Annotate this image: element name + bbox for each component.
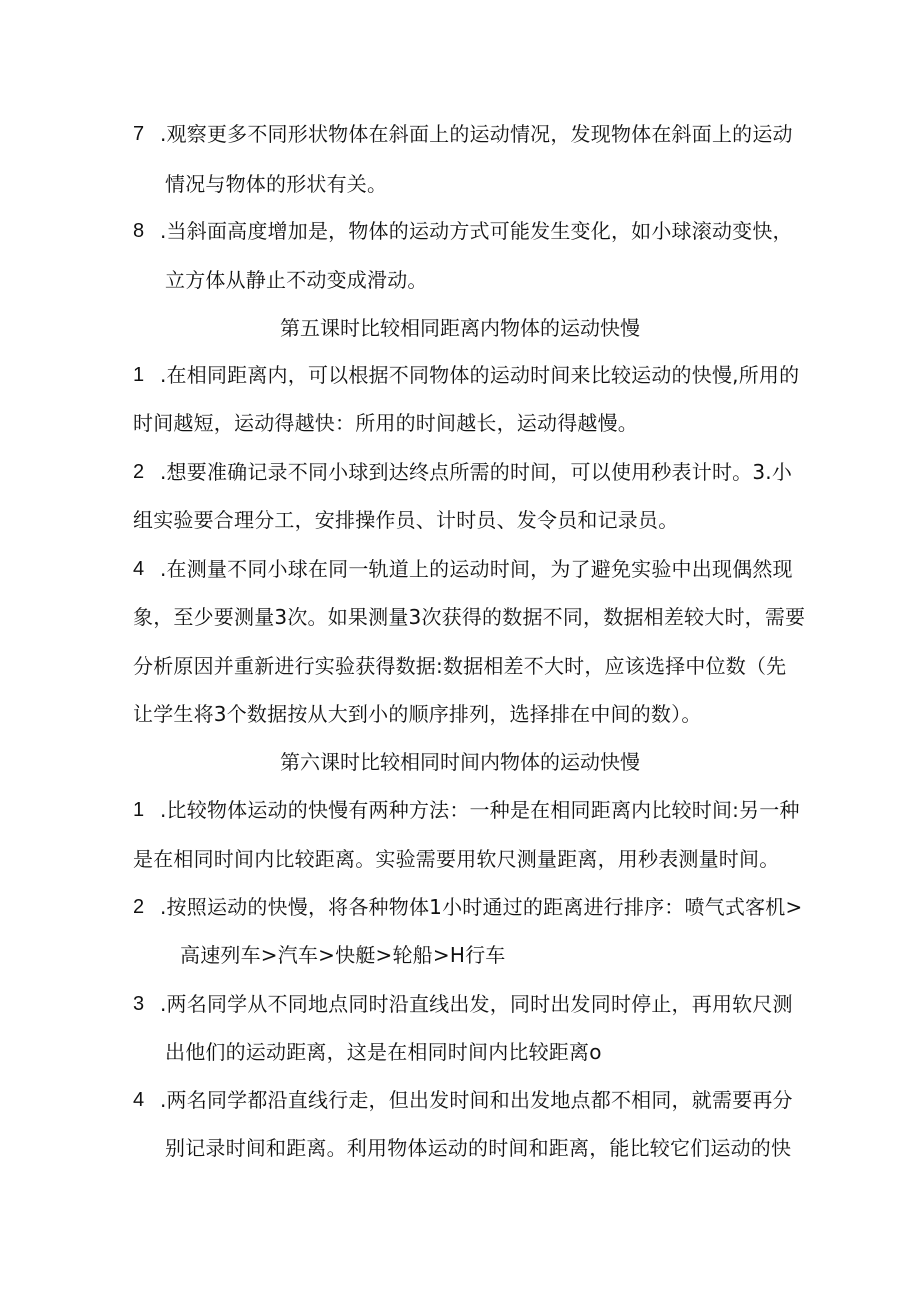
item-8-number: 8 [133,220,145,242]
s6-item-2-number: 2 [133,896,145,918]
s5-item-1-number: 1 [133,364,145,386]
item-7-number: 7 [133,123,145,145]
section-6-heading: 第六课时比较相同时间内物体的运动快慢 [280,750,640,774]
item-7-line-2: 情况与物体的形状有关。 [165,172,388,196]
s6-item-1-line-2: 是在相同时间内比较距离。实验需要用软尺测量距离，用秒表测量时间。 [133,847,780,871]
s6-item-2-line-1: .按照运动的快慢，将各种物体1小时通过的距离进行排序：喷气式客机> [160,895,803,919]
s5-item-4-line-3: 分析原因并重新进行实验获得数据:数据相差不大时，应该选择中位数（先 [133,654,787,678]
s6-item-2-line-2: 高速列车>汽车>快艇>轮船>H行车 [180,943,506,967]
item-8-line-2: 立方体从静止不动变成滑动。 [165,268,428,292]
section-5-heading: 第五课时比较相同距离内物体的运动快慢 [280,316,640,340]
s6-item-1-line-1: .比较物体运动的快慢有两种方法：一种是在相同距离内比较时间:另一种 [160,798,800,822]
item-8-line-1: .当斜面高度增加是，物体的运动方式可能发生变化，如小球滚动变快， [160,219,793,243]
s6-item-3-number: 3 [133,993,145,1015]
s6-item-1-number: 1 [133,799,145,821]
s5-item-4-line-4: 让学生将3个数据按从大到小的顺序排列，选择排在中间的数）。 [133,702,702,726]
s6-item-4-number: 4 [133,1089,145,1111]
s5-item-1-line-2: 时间越短，运动得越快：所用的时间越长，运动得越慢。 [133,411,638,435]
s6-item-3-line-2: 出他们的运动距离，这是在相同时间内比较距离o [165,1040,602,1064]
s5-item-1-line-1: .在相同距离内，可以根据不同物体的运动时间来比较运动的快慢,所用的 [160,363,800,387]
s5-item-4-number: 4 [133,558,145,580]
s5-item-2-line-1: .想要准确记录不同小球到达终点所需的时间，可以使用秒表计时。3.小 [160,460,793,484]
s5-item-2-number: 2 [133,461,145,483]
item-7-line-1: .观察更多不同形状物体在斜面上的运动情况，发现物体在斜面上的运动 [160,122,793,146]
s5-item-2-line-2: 组实验要合理分工，安排操作员、计时员、发令员和记录员。 [133,508,679,532]
s6-item-4-line-2: 别记录时间和距离。利用物体运动的时间和距离，能比较它们运动的快 [165,1136,792,1160]
s5-item-4-line-1: .在测量不同小球在同一轨道上的运动时间，为了避免实验中出现偶然现 [160,557,793,581]
s6-item-3-line-1: .两名同学从不同地点同时沿直线出发，同时出发同时停止，再用软尺测 [160,992,793,1016]
s5-item-4-line-2: 象，至少要测量3次。如果测量3次获得的数据不同，数据相差较大时，需要 [133,605,806,629]
s6-item-4-line-1: .两名同学都沿直线行走，但出发时间和出发地点都不相同，就需要再分 [160,1088,793,1112]
